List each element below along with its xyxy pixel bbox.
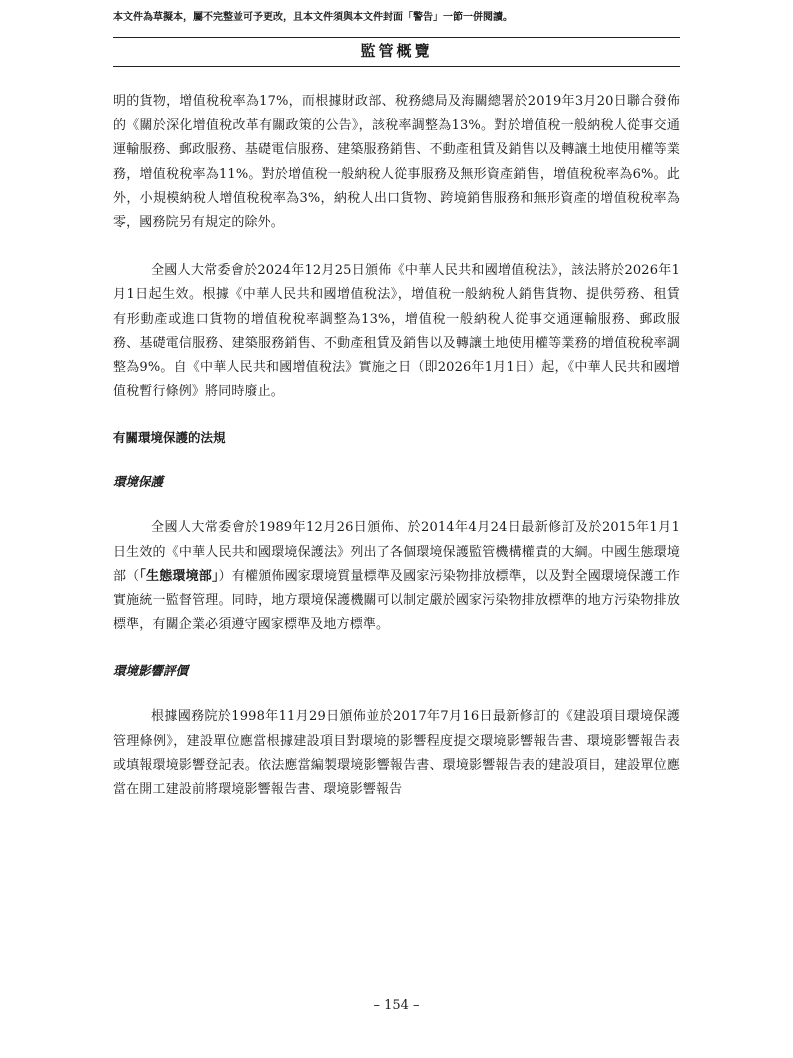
paragraph-text: ）有權頒佈國家環境質量標準及國家污染物排放標準，以及對全國環境保護工作實施統一監督管理。同時，地方環境保護機關可以制定嚴於國家污染物排放標準的地方污染物排放標準，有關企業必須遵守國家標準及地方標準。 <box>113 568 680 633</box>
header-rule-bottom <box>113 66 680 67</box>
paragraph-vat-law: 全國人大常委會於2024年12月25日頒佈《中華人民共和國增值稅法》，該法將於2026年1月1日起生效。根據《中華人民共和國增值稅法》，增值稅一般納稅人銷售貨物、提供勞務、租賃有形動產或進口貨物的增值稅稅率調整為13%，增值稅一般納稅人從事交通運輸服務、郵政服務、基礎電信服務、建築服務銷售、不動產租賃及銷售以及轉讓土地使用權等業務的增值稅稅率調整為9%。自《中華人民共和國增值稅法》實施之日（即2026年1月1日）起，《中華人民共和國增值稅暫行條例》將同時廢止。 <box>113 263 680 400</box>
paragraph-vat-rates: 明的貨物，增值稅稅率為17%，而根據財政部、稅務總局及海關總署於2019年3月20日聯合發佈的《關於深化增值稅改革有關政策的公告》，該稅率調整為13%。對於增值稅一般納稅人從事交通運輸服務、郵政服務、基礎電信服務、建築服務銷售、不動產租賃及銷售以及轉讓土地使用權等業務，增值稅稅率為11%。對於增值稅一般納稅人從事服務及無形資產銷售，增值稅稅率為6%。此外，小規模納稅人增值稅稅率為3%，納稅人出口貨物、跨境銷售服務和無形資產的增值稅稅率為零，國務院另有規定的除外。 <box>113 94 680 231</box>
heading-environmental-laws: 有關環境保護的法規 <box>113 430 226 446</box>
page-title: 監管概覽 <box>360 42 433 60</box>
page-number: – 154 – <box>373 998 420 1013</box>
paragraph-text: 全國人大常委會於1989年12月26日頒佈、於2014年4月24日最新修訂及於2015年1月1日生效的《中華人民共和國環境保護法》列出了各個環境保護監管機構權責的大綱。中國生態環境部（ <box>113 520 680 584</box>
subheading-environmental-protection: 環境保護 <box>113 474 164 490</box>
subheading-environmental-impact-assessment: 環境影響評價 <box>113 663 189 679</box>
document-body <box>113 90 680 802</box>
paragraph-construction-project-regulations: 根據國務院於1998年11月29日頒佈並於2017年7月16日最新修訂的《建設項目環境保護管理條例》，建設單位應當根據建設項目對環境的影響程度提交環境影響報告書、環境影響報告表或填報環境影響登記表。依法應當編製環境影響報告書、環境影響報告表的建設項目，建設單位應當在開工建設前將環境影響報告書、環境影響報告 <box>113 709 680 798</box>
paragraph-environmental-protection-law <box>113 516 680 637</box>
draft-warning-banner: 本文件為草擬本，屬不完整並可予更改，且本文件須與本文件封面「警告」一節一併閱讀。 <box>113 12 513 23</box>
defined-term: 「生態環境部」 <box>139 568 219 584</box>
header-rule-top <box>113 37 680 38</box>
